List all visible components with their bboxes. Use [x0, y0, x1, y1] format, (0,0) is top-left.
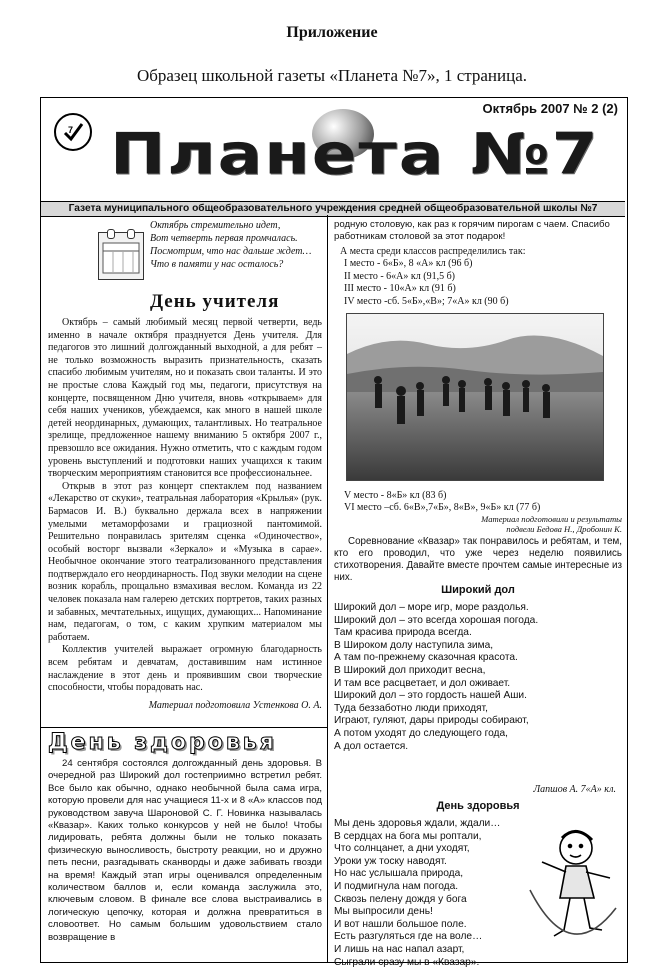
poem-line: А дол остается.	[334, 740, 409, 752]
credit-line: Материал подготовили и результаты	[481, 514, 622, 524]
poem-line: Сквозь пелену дождя у бога	[334, 893, 467, 905]
poem-line: Вот четверть первая промчалась.	[150, 233, 298, 244]
health-day-poem	[334, 818, 514, 969]
shirokiy-dol-poem	[334, 602, 622, 753]
article-paragraph: Коллектив учителей выражает огромную благодарность всем ребятам и девчатам, доставившим нам истинное наслаждение в этот день и проявившим свои творческие способности, чтобы порадовать нас.	[48, 644, 322, 694]
poem-line: А там по-прежнему сказочная красота.	[334, 652, 518, 664]
shirokiy-dol-title: Широкий дол	[441, 584, 515, 596]
newspaper-title: Планета №7	[110, 121, 600, 188]
masthead-subtitle: Газета муниципального общеобразовательного учреждения средней общеобразовательной школы №7	[41, 201, 625, 217]
poem-line: Уроки уж тоску наводят.	[334, 855, 447, 867]
article-paragraph: Открыв в этот раз концерт спектаклем под названием «Лекарство от скуки», театральная лаборатория «Крылья» (рук. Бармасов И. В.) буквально держала всех в напряжении умелыми метаморфозами и грациозной пантомимой. Решительно понравилась зрителям сценка «Одиночество», особый восторг вызвали «Зеркало» и «Музыка в сарае». Необычное окончание этого театрализованного представления подтверждало его неординарность. Под звуки мелодии на сцене возник корабль, прощально взмахивая веслом. Команда из 22 человек показала нам галерею детских портретов, таких разных и забавных, мечтательных, ищущих, думающих... Напоминание нам, педагогам, о том, с каким хрупким материалом мы работаем.	[48, 480, 322, 643]
poem-line: Мы выпросили день!	[334, 906, 433, 918]
result-item: II место - 6«А» кл (91,5 б)	[344, 270, 456, 282]
poem-line: И вот нашли большое поле.	[334, 918, 467, 930]
poem-line: В Широкий дол приходит весна,	[334, 664, 486, 676]
results-list-continued	[340, 490, 620, 515]
poem-line: А потом уходят до следующего года,	[334, 727, 509, 739]
teacher-article-signature: Материал подготовила Устенкова О. А.	[148, 700, 322, 711]
result-item: III место - 10«А» кл (91 б)	[344, 283, 456, 295]
svg-text:7: 7	[68, 125, 74, 135]
poem-line: Но нас услышала природа,	[334, 868, 464, 880]
results-intro: А места среди классов распределились так:	[340, 246, 526, 257]
school-logo-icon	[54, 113, 92, 151]
calendar-icon	[98, 232, 144, 280]
health-day-article: 24 сентября состоялся долгожданный день здоровья. В очередной раз Широкий дол гостеприимно встретил ребят. Все было как обычно, однако необычной была сама игра, которую провели для нас учащиеся 11-х и 8 «А» классов под руководством завуча Шароновой С. Г. Новинка называлась «Квазар». Каких только конкурсов у ней не было! Чтобы лидировать, ребята должны были не только показать физическую выносливость, быстроту реакции, но и дружно петь песни, разгадывать сканворды и даже забивать гвозди на время! Каждый этап игры оценивался определенным количеством баллов и, если команда заслужила это, ключевым словом. В финале все слова выстраивались в логическую цепочку, которая и должна превратиться в словоответ. Но самым большим удовольствием стало возвращение в	[48, 758, 322, 943]
poem-line: Широкий дол – море игр, море раздолья.	[334, 602, 529, 613]
poem-line: Есть разгуляться где на воле…	[334, 931, 483, 943]
poem-line: Широкий дол – это гордость нашей Аши.	[334, 690, 527, 702]
result-item: V место - 8«Б» кл (83 б)	[344, 490, 447, 501]
credit-line: подвели Бедова Н., Дробонин К.	[506, 524, 622, 534]
health-day-title: День здоровья	[48, 730, 277, 755]
masthead	[40, 97, 628, 215]
poem-line: Играют, гуляют, дары природы собирают,	[334, 715, 529, 727]
poem-line: В Широком долу наступила зима,	[334, 639, 494, 651]
poem-line: И подмигнула нам погода.	[334, 880, 459, 892]
health-article-continuation: родную столовую, как раз к горячим пирогам с чаем. Спасибо работникам столовой за этот подарок!	[334, 219, 610, 242]
page-subheading: Образец школьной газеты «Планета №7», 1 страница.	[136, 66, 528, 85]
article-paragraph: Октябрь – самый любимый месяц первой четверти, ведь именно в начале октября празднуется День учителя. Для педагогов это лишний долгожданный выходной, а для ребят – не только возможность выразить признательность, сказать спасибо любимым учителям, но и показать свои таланты. И это не простые слова Каждый год мы, педагоги, присутствуя на концерте, посвященном Дню учителя, вновь «открываем» для себя наших учеников, убеждаемся, как много в нашей школе детей неординарных, думающих, талантливых. Но театральное зрелище, предложенное нашему вниманию 5 октября 2007 г., превзошло все ожидания. Нужно отметить, что с каждым годом уровень выступлений и подготовки наших учащихся к таким творческим мероприятиям становится все профессиональнее.	[48, 317, 322, 480]
health-day-photo	[346, 313, 604, 481]
issue-date: Октябрь 2007 № 2 (2)	[482, 101, 618, 116]
jumping-girl-illustration	[520, 818, 620, 960]
poem-line: И лишь на нас напал азарт,	[334, 943, 465, 955]
poem-line: Там красива природа всегда.	[334, 627, 472, 639]
poem-line: Сыграли сразу мы в «Квазар».	[334, 956, 480, 968]
poem-line: Широкий дол – это всегда хорошая погода.	[334, 614, 539, 626]
poem-line: Октябрь стремительно идет,	[150, 220, 281, 231]
teacher-day-article	[48, 317, 322, 695]
results-credit	[400, 514, 622, 534]
poem-line: Туда беззаботно люди приходят,	[334, 702, 488, 714]
result-item: IV место -сб. 5«Б»,«В»; 7«А» кл (90 б)	[344, 295, 509, 307]
result-item: I место - 6«Б», 8 «А» кл (96 б)	[344, 258, 473, 270]
shirokiy-dol-signature: Лапшов А. 7«А» кл.	[533, 784, 616, 795]
health-day-poem-title: День здоровья	[436, 800, 520, 812]
results-list	[340, 246, 620, 308]
poem-line: Что в памяти у нас осталось?	[150, 259, 284, 270]
teacher-day-title: День учителя	[150, 291, 280, 312]
poem-line: Посмотрим, что нас дальше ждет…	[150, 246, 312, 257]
poem-line: Что солнцанет, а дни уходят,	[334, 843, 470, 855]
result-item: VI место –сб. 6«В»,7«Б», 8«В», 9«Б» кл (77 б)	[344, 502, 541, 514]
page-heading: Приложение	[286, 24, 378, 41]
poem-line: И там все расцветает, и дол оживает.	[334, 677, 511, 689]
column-divider	[327, 215, 328, 963]
kvazar-paragraph: Соревнование «Квазар» так понравилось и ребятам, и тем, кто его проводил, что уже через неделю появились стихотворения. Давайте вместе прочтем самые интересные из них.	[334, 536, 622, 583]
poem-line: Мы день здоровья ждали, ждали…	[334, 818, 501, 829]
section-divider	[40, 727, 327, 728]
intro-poem	[150, 219, 320, 271]
poem-line: В сердцах на бога мы роптали,	[334, 830, 482, 842]
